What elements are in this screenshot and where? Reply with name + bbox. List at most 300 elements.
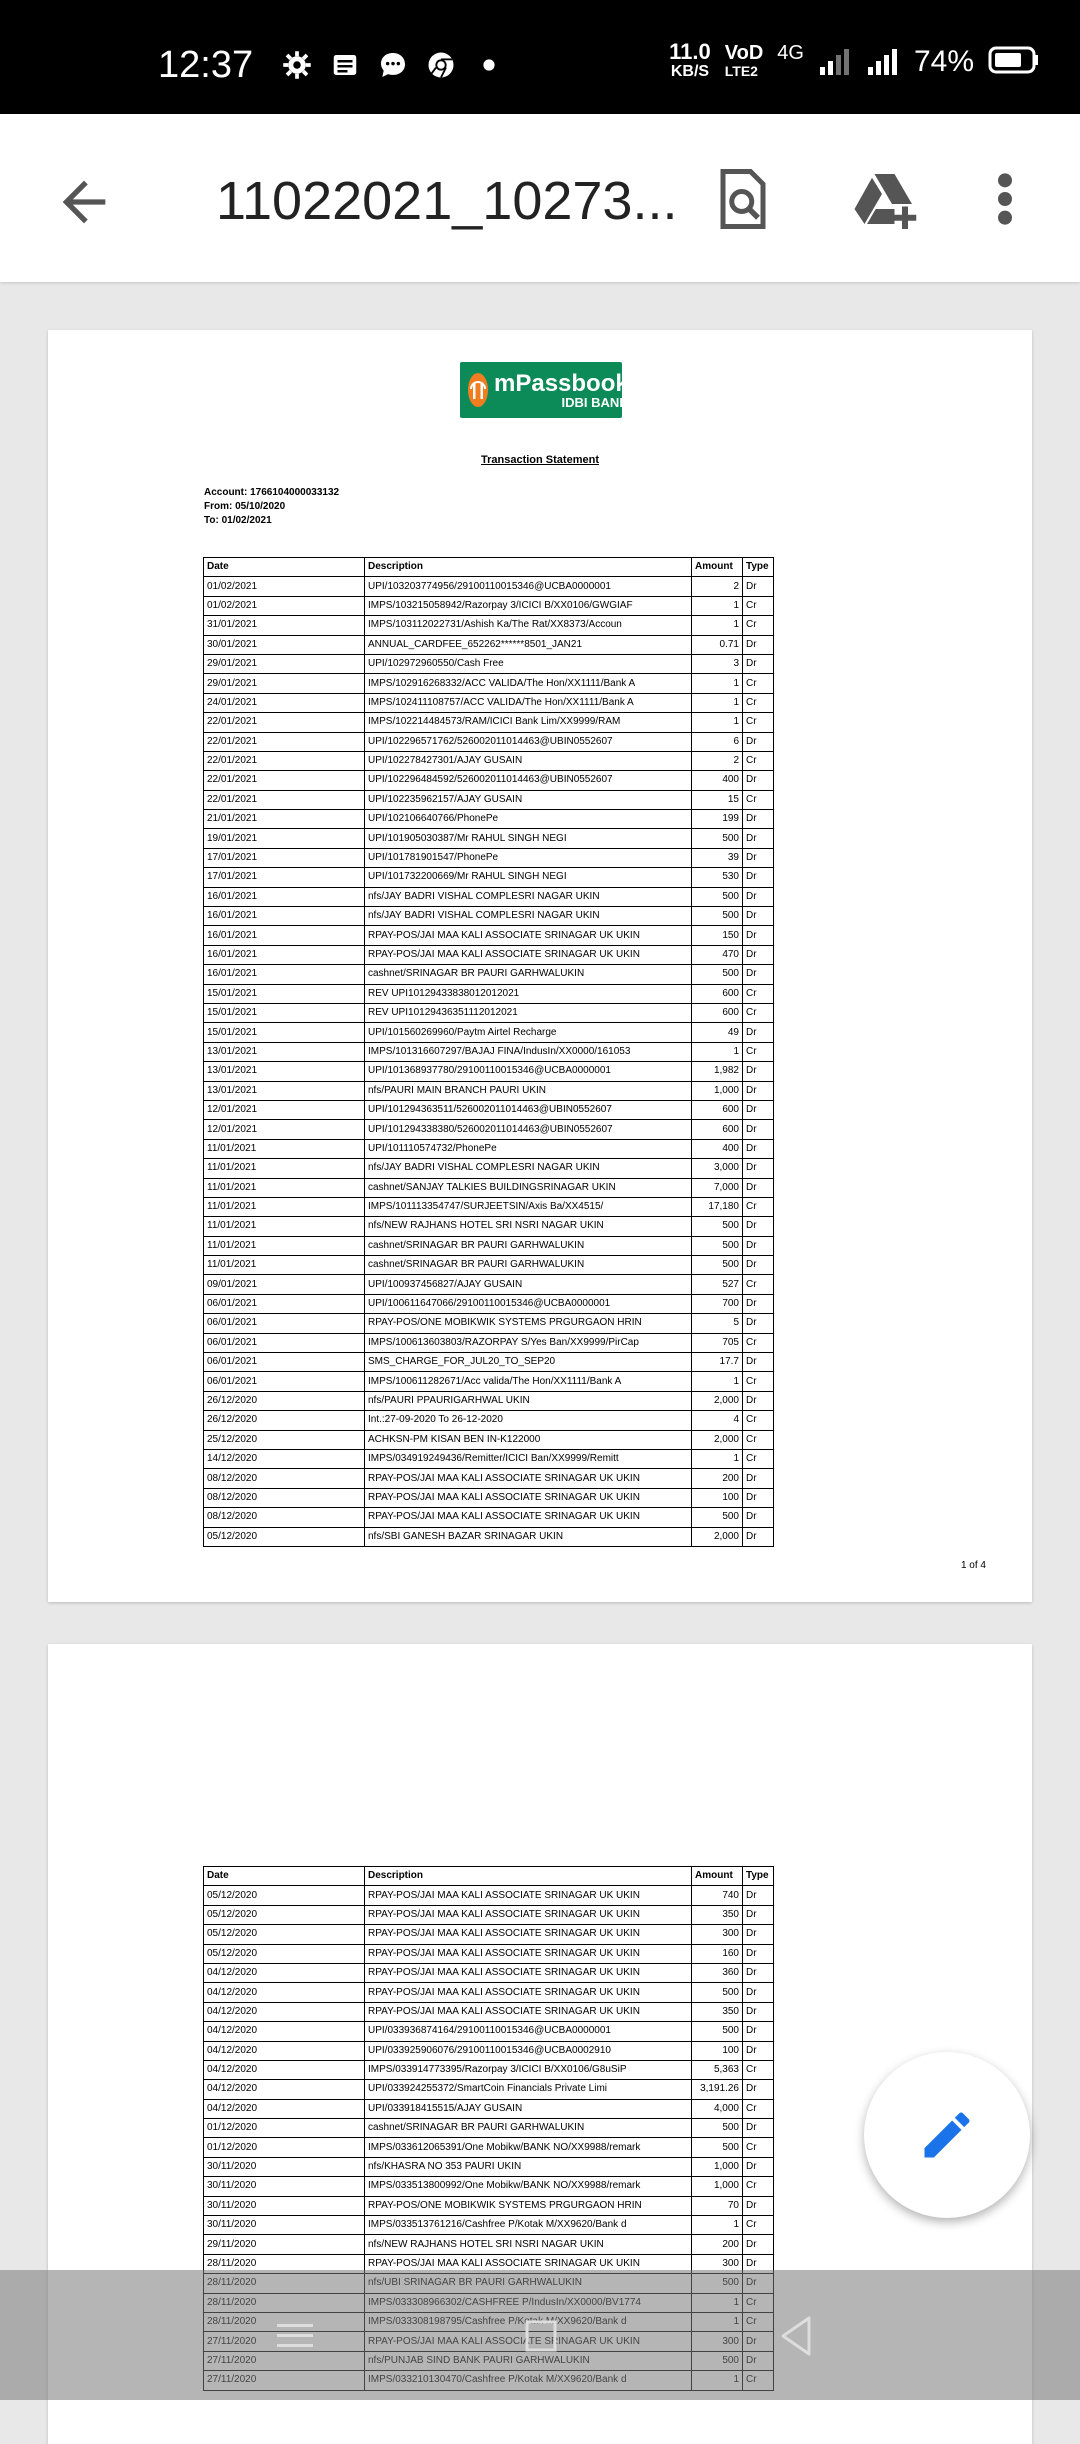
header-description: Description [365, 1867, 692, 1886]
cell-description: RPAY-POS/JAI MAA KALI ASSOCIATE SRINAGAR UK UKIN [365, 1905, 692, 1924]
cell-description: IMPS/033612065391/One Mobikw/BANK NO/XX9988/remark [365, 2138, 692, 2157]
cell-type: Dr [743, 1062, 774, 1081]
cell-type: Cr [743, 1449, 774, 1468]
cell-date: 16/01/2021 [204, 887, 365, 906]
cell-description: UPI/101732200669/Mr RAHUL SINGH NEGI [365, 868, 692, 887]
cell-description: nfs/JAY BADRI VISHAL COMPLESRI NAGAR UKIN [365, 887, 692, 906]
cell-type: Dr [743, 2254, 774, 2273]
cell-amount: 500 [692, 2119, 743, 2138]
cell-date: 11/01/2021 [204, 1217, 365, 1236]
cell-amount: 150 [692, 926, 743, 945]
cell-type: Dr [743, 1314, 774, 1333]
cell-type: Dr [743, 2196, 774, 2215]
cell-description: IMPS/103215058942/Razorpay 3/ICICI B/XX0106/GWGIAF [365, 596, 692, 615]
cell-amount: 700 [692, 1294, 743, 1313]
cell-amount: 1 [692, 713, 743, 732]
cell-amount: 1,000 [692, 2157, 743, 2176]
cell-type: Dr [743, 732, 774, 751]
cell-amount: 17,180 [692, 1197, 743, 1216]
cell-description: cashnet/SRINAGAR BR PAURI GARHWALUKIN [365, 2119, 692, 2138]
cell-type: Cr [743, 1372, 774, 1391]
cell-description: RPAY-POS/JAI MAA KALI ASSOCIATE SRINAGAR UK UKIN [365, 1983, 692, 2002]
cell-date: 15/01/2021 [204, 1003, 365, 1022]
home-button[interactable] [496, 2298, 586, 2374]
cell-type: Cr [743, 751, 774, 770]
cell-date: 30/11/2020 [204, 2216, 365, 2235]
cell-description: UPI/103203774956/29100110015346@UCBA0000001 [365, 577, 692, 596]
table-row [204, 2177, 774, 2196]
cell-type: Cr [743, 2216, 774, 2235]
cell-description: UPI/033918415515/AJAY GUSAIN [365, 2099, 692, 2118]
cell-description: RPAY-POS/JAI MAA KALI ASSOCIATE SRINAGAR UK UKIN [365, 945, 692, 964]
table-row [204, 1449, 774, 1468]
cell-date: 04/12/2020 [204, 1983, 365, 2002]
table-row [204, 1197, 774, 1216]
cell-amount: 1 [692, 674, 743, 693]
cell-amount: 600 [692, 1100, 743, 1119]
cell-type: Cr [743, 2060, 774, 2079]
cell-description: IMPS/033513761216/Cashfree P/Kotak M/XX9620/Bank d [365, 2216, 692, 2235]
cell-type: Dr [743, 1353, 774, 1372]
table-row [204, 1120, 774, 1139]
table-row [204, 1294, 774, 1313]
idbi-logo-icon [468, 373, 488, 407]
cell-description: RPAY-POS/JAI MAA KALI ASSOCIATE SRINAGAR UK UKIN [365, 1944, 692, 1963]
cell-description: IMPS/101316607297/BAJAJ FINA/IndusIn/XX0000/161053 [365, 1042, 692, 1061]
table-row [204, 790, 774, 809]
table-row [204, 1159, 774, 1178]
table-row [204, 1256, 774, 1275]
cell-description: UPI/101905030387/Mr RAHUL SINGH NEGI [365, 829, 692, 848]
cell-amount: 500 [692, 907, 743, 926]
table-row [204, 577, 774, 596]
cell-description: cashnet/SRINAGAR BR PAURI GARHWALUKIN [365, 965, 692, 984]
pdf-page-1 [48, 330, 1032, 1602]
cell-amount: 5 [692, 1314, 743, 1333]
status-time: 12:37 [158, 44, 254, 86]
cell-description: UPI/101110574732/PhonePe [365, 1139, 692, 1158]
cell-type: Dr [743, 1159, 774, 1178]
cell-type: Dr [743, 848, 774, 867]
cell-date: 12/01/2021 [204, 1100, 365, 1119]
cell-type: Dr [743, 654, 774, 673]
cell-date: 16/01/2021 [204, 965, 365, 984]
cell-description: IMPS/100613603803/RAZORPAY S/Yes Ban/XX9999/PirCap [365, 1333, 692, 1352]
table-row [204, 829, 774, 848]
cell-amount: 400 [692, 1139, 743, 1158]
table-row [204, 1217, 774, 1236]
app-bar [0, 114, 1080, 282]
table-row [204, 1886, 774, 1905]
cell-amount: 3 [692, 654, 743, 673]
edit-fab-button[interactable] [864, 2052, 1030, 2218]
cell-amount: 500 [692, 1217, 743, 1236]
cell-amount: 500 [692, 2138, 743, 2157]
cell-description: nfs/PAURI PPAURIGARHWAL UKIN [365, 1391, 692, 1410]
cell-date: 22/01/2021 [204, 713, 365, 732]
find-in-page-icon [713, 166, 773, 232]
cell-type: Dr [743, 1023, 774, 1042]
cell-type: Dr [743, 1925, 774, 1944]
cell-amount: 100 [692, 2041, 743, 2060]
cell-amount: 500 [692, 1256, 743, 1275]
more-options-button[interactable] [980, 164, 1030, 234]
cell-date: 16/01/2021 [204, 945, 365, 964]
cell-description: UPI/102296571762/526002011014463@UBIN0552607 [365, 732, 692, 751]
cell-date: 06/01/2021 [204, 1372, 365, 1391]
cell-date: 22/01/2021 [204, 771, 365, 790]
cell-date: 04/12/2020 [204, 2002, 365, 2021]
cell-date: 11/01/2021 [204, 1197, 365, 1216]
cell-type: Dr [743, 1963, 774, 1982]
cell-description: RPAY-POS/JAI MAA KALI ASSOCIATE SRINAGAR UK UKIN [365, 1886, 692, 1905]
cell-description: Int.:27-09-2020 To 26-12-2020 [365, 1411, 692, 1430]
table-row [204, 1062, 774, 1081]
cell-description: nfs/SBI GANESH BAZAR SRINAGAR UKIN [365, 1527, 692, 1546]
cell-description: nfs/PAURI MAIN BRANCH PAURI UKIN [365, 1081, 692, 1100]
cell-date: 15/01/2021 [204, 1023, 365, 1042]
table-row [204, 1944, 774, 1963]
cell-amount: 199 [692, 810, 743, 829]
cell-type: Dr [743, 1120, 774, 1139]
cell-date: 04/12/2020 [204, 2080, 365, 2099]
cell-amount: 350 [692, 1905, 743, 1924]
recents-icon [273, 2316, 317, 2356]
chat-bubble-icon [376, 48, 410, 82]
cell-date: 06/01/2021 [204, 1353, 365, 1372]
signal-icon [866, 45, 900, 80]
cell-date: 06/01/2021 [204, 1294, 365, 1313]
cell-type: Dr [743, 810, 774, 829]
page-number: 1 of 4 [960, 1560, 986, 1571]
cell-date: 22/01/2021 [204, 790, 365, 809]
cell-type: Dr [743, 1469, 774, 1488]
cell-description: RPAY-POS/JAI MAA KALI ASSOCIATE SRINAGAR UK UKIN [365, 1925, 692, 1944]
cell-date: 09/01/2021 [204, 1275, 365, 1294]
pencil-icon [917, 2105, 977, 2165]
cell-amount: 1 [692, 2216, 743, 2235]
cell-date: 11/01/2021 [204, 1256, 365, 1275]
cell-amount: 5,363 [692, 2060, 743, 2079]
cell-amount: 2 [692, 751, 743, 770]
cell-type: Cr [743, 790, 774, 809]
transactions-table-page-1 [203, 557, 774, 1547]
cell-description: RPAY-POS/ONE MOBIKWIK SYSTEMS PRGURGAON HRIN [365, 1314, 692, 1333]
cell-type: Cr [743, 1333, 774, 1352]
cell-date: 04/12/2020 [204, 2099, 365, 2118]
cell-type: Dr [743, 907, 774, 926]
table-row [204, 945, 774, 964]
cell-date: 14/12/2020 [204, 1449, 365, 1468]
header-amount: Amount [692, 558, 743, 577]
table-row [204, 1527, 774, 1546]
cell-date: 19/01/2021 [204, 829, 365, 848]
table-row [204, 674, 774, 693]
cell-description: IMPS/034919249436/Remitter/ICICI Ban/XX9999/Remitt [365, 1449, 692, 1468]
cell-type: Dr [743, 771, 774, 790]
cell-type: Cr [743, 1042, 774, 1061]
table-row [204, 1100, 774, 1119]
header-amount: Amount [692, 1867, 743, 1886]
table-row [204, 771, 774, 790]
recents-button[interactable] [250, 2298, 340, 2374]
table-row [204, 2041, 774, 2060]
cell-date: 25/12/2020 [204, 1430, 365, 1449]
table-row [204, 2022, 774, 2041]
to-date: To: 01/02/2021 [204, 515, 272, 526]
cell-date: 05/12/2020 [204, 1527, 365, 1546]
cell-description: UPI/102972960550/Cash Free [365, 654, 692, 673]
cell-date: 05/12/2020 [204, 1905, 365, 1924]
table-row [204, 2099, 774, 2118]
cell-date: 12/01/2021 [204, 1120, 365, 1139]
cell-amount: 1,000 [692, 1081, 743, 1100]
cell-amount: 39 [692, 848, 743, 867]
header-type: Type [743, 1867, 774, 1886]
cell-description: UPI/101294363511/526002011014463@UBIN0552607 [365, 1100, 692, 1119]
status-bar [0, 0, 1080, 114]
table-row [204, 713, 774, 732]
table-row [204, 654, 774, 673]
cell-date: 29/01/2021 [204, 674, 365, 693]
net-speed-value: 11.0 [669, 39, 711, 64]
cell-description: RPAY-POS/ONE MOBIKWIK SYSTEMS PRGURGAON HRIN [365, 2196, 692, 2215]
table-row [204, 1139, 774, 1158]
account-number: Account: 1766104000033132 [204, 487, 340, 498]
drive-add-icon [852, 169, 922, 229]
table-row [204, 868, 774, 887]
cell-type: Dr [743, 1391, 774, 1410]
cell-description: IMPS/102214484573/RAM/ICICI Bank Lim/XX9999/RAM [365, 713, 692, 732]
table-row [204, 907, 774, 926]
cell-date: 01/12/2020 [204, 2119, 365, 2138]
battery-percent: 74% [913, 45, 974, 78]
cell-type: Dr [743, 1886, 774, 1905]
cell-description: REV UPI10129433838012012021 [365, 984, 692, 1003]
table-row [204, 1042, 774, 1061]
cell-amount: 350 [692, 2002, 743, 2021]
cell-type: Cr [743, 713, 774, 732]
cell-date: 06/01/2021 [204, 1314, 365, 1333]
cell-date: 11/01/2021 [204, 1178, 365, 1197]
cell-type: Dr [743, 2119, 774, 2138]
header-date: Date [204, 1867, 365, 1886]
cell-description: IMPS/033914773395/Razorpay 3/ICICI B/XX0106/G8uSiP [365, 2060, 692, 2079]
cell-date: 11/01/2021 [204, 1236, 365, 1255]
table-row [204, 1275, 774, 1294]
table-row [204, 1353, 774, 1372]
cell-type: Cr [743, 1197, 774, 1216]
table-row [204, 1963, 774, 1982]
cell-type: Dr [743, 1256, 774, 1275]
cell-amount: 1 [692, 616, 743, 635]
table-row [204, 1178, 774, 1197]
cell-amount: 2,000 [692, 1527, 743, 1546]
cell-amount: 6 [692, 732, 743, 751]
back-arrow-icon [52, 170, 116, 234]
net-speed [669, 39, 711, 82]
table-row [204, 1023, 774, 1042]
cell-amount: 300 [692, 1925, 743, 1944]
cell-description: UPI/102296484592/526002011014463@UBIN0552607 [365, 771, 692, 790]
cell-type: Dr [743, 1139, 774, 1158]
cell-type: Dr [743, 1178, 774, 1197]
cell-type: Dr [743, 2022, 774, 2041]
table-row [204, 1925, 774, 1944]
cell-date: 30/11/2020 [204, 2157, 365, 2176]
cell-date: 24/01/2021 [204, 693, 365, 712]
cell-type: Dr [743, 1236, 774, 1255]
volte-indicator [725, 44, 764, 80]
cell-date: 30/11/2020 [204, 2196, 365, 2215]
cell-type: Cr [743, 1003, 774, 1022]
from-date: From: 05/10/2020 [204, 501, 286, 512]
cell-type: Cr [743, 674, 774, 693]
cell-type: Cr [743, 984, 774, 1003]
cell-amount: 200 [692, 1469, 743, 1488]
cell-amount: 4,000 [692, 2099, 743, 2118]
table-row [204, 635, 774, 654]
cell-type: Dr [743, 635, 774, 654]
table-row [204, 2235, 774, 2254]
cell-description: IMPS/101113354747/SURJEETSIN/Axis Ba/XX4515/ [365, 1197, 692, 1216]
cell-type: Dr [743, 1508, 774, 1527]
cell-amount: 500 [692, 1508, 743, 1527]
cell-description: IMPS/100611282671/Acc valida/The Hon/XX1111/Bank A [365, 1372, 692, 1391]
table-row [204, 1411, 774, 1430]
table-row [204, 1081, 774, 1100]
cell-type: Dr [743, 1081, 774, 1100]
cell-description: cashnet/SANJAY TALKIES BUILDINGSRINAGAR UKIN [365, 1178, 692, 1197]
table-row [204, 965, 774, 984]
table-row [204, 926, 774, 945]
cell-date: 08/12/2020 [204, 1469, 365, 1488]
cell-type: Dr [743, 1100, 774, 1119]
cell-description: IMPS/102916268332/ACC VALIDA/The Hon/XX1111/Bank A [365, 674, 692, 693]
cell-amount: 3,191.26 [692, 2080, 743, 2099]
cell-description: UPI/102235962157/AJAY GUSAIN [365, 790, 692, 809]
cell-date: 22/01/2021 [204, 751, 365, 770]
table-row [204, 1488, 774, 1507]
back-nav-button[interactable] [752, 2298, 842, 2374]
logo-sub-text: IDBI BANK [561, 394, 629, 410]
cell-description: nfs/NEW RAJHANS HOTEL SRI NSRI NAGAR UKIN [365, 2235, 692, 2254]
cell-description: UPI/101368937780/29100110015346@UCBA0000001 [365, 1062, 692, 1081]
cell-amount: 17.7 [692, 1353, 743, 1372]
table-row [204, 1236, 774, 1255]
cell-amount: 15 [692, 790, 743, 809]
table-row [204, 2080, 774, 2099]
cell-description: cashnet/SRINAGAR BR PAURI GARHWALUKIN [365, 1236, 692, 1255]
cell-amount: 500 [692, 965, 743, 984]
cell-date: 21/01/2021 [204, 810, 365, 829]
cell-description: UPI/101560269960/Paytm Airtel Recharge [365, 1023, 692, 1042]
table-header-row [204, 1867, 774, 1886]
volte-bottom: LTE2 [724, 63, 758, 79]
cell-date: 17/01/2021 [204, 848, 365, 867]
cell-type: Dr [743, 829, 774, 848]
cell-type: Dr [743, 1944, 774, 1963]
add-to-drive-button[interactable] [852, 164, 922, 234]
cell-type: Cr [743, 2099, 774, 2118]
cell-type: Dr [743, 887, 774, 906]
cell-amount: 500 [692, 829, 743, 848]
cell-date: 08/12/2020 [204, 1508, 365, 1527]
cell-description: RPAY-POS/JAI MAA KALI ASSOCIATE SRINAGAR UK UKIN [365, 1488, 692, 1507]
table-row [204, 1469, 774, 1488]
back-button[interactable] [52, 170, 116, 234]
cell-date: 17/01/2021 [204, 868, 365, 887]
cell-date: 15/01/2021 [204, 984, 365, 1003]
cell-type: Cr [743, 1275, 774, 1294]
cell-type: Cr [743, 693, 774, 712]
table-row [204, 616, 774, 635]
cell-date: 13/01/2021 [204, 1062, 365, 1081]
notification-dot-icon [472, 48, 506, 82]
volte-top: VoD [724, 42, 764, 64]
network-type: 4G [777, 42, 804, 64]
logo-main-text: mPassbook [494, 369, 629, 397]
cell-amount: 1,982 [692, 1062, 743, 1081]
table-row [204, 693, 774, 712]
cell-date: 26/12/2020 [204, 1391, 365, 1410]
cell-date: 01/02/2021 [204, 596, 365, 615]
cell-amount: 300 [692, 2254, 743, 2273]
cell-description: RPAY-POS/JAI MAA KALI ASSOCIATE SRINAGAR UK UKIN [365, 2002, 692, 2021]
cell-amount: 1 [692, 1372, 743, 1391]
cell-amount: 400 [692, 771, 743, 790]
cell-type: Dr [743, 2041, 774, 2060]
cell-description: SMS_CHARGE_FOR_JUL20_TO_SEP20 [365, 1353, 692, 1372]
cell-description: UPI/101781901547/PhonePe [365, 848, 692, 867]
table-row [204, 1508, 774, 1527]
cell-amount: 527 [692, 1275, 743, 1294]
net-speed-unit: KB/S [670, 63, 710, 80]
cell-description: UPI/102278427301/AJAY GUSAIN [365, 751, 692, 770]
cell-amount: 2 [692, 577, 743, 596]
battery-icon [988, 45, 1040, 80]
cell-amount: 70 [692, 2196, 743, 2215]
cell-amount: 4 [692, 1411, 743, 1430]
find-in-page-button[interactable] [708, 164, 778, 234]
cell-amount: 1 [692, 1449, 743, 1468]
cell-description: nfs/JAY BADRI VISHAL COMPLESRI NAGAR UKIN [365, 907, 692, 926]
table-row [204, 1333, 774, 1352]
mpassbook-logo [460, 362, 629, 418]
cell-amount: 705 [692, 1333, 743, 1352]
cell-description: IMPS/102411108757/ACC VALIDA/The Hon/XX1111/Bank A [365, 693, 692, 712]
cell-description: cashnet/SRINAGAR BR PAURI GARHWALUKIN [365, 1256, 692, 1275]
cell-amount: 500 [692, 1983, 743, 2002]
cell-date: 30/11/2020 [204, 2177, 365, 2196]
cell-description: RPAY-POS/JAI MAA KALI ASSOCIATE SRINAGAR UK UKIN [365, 2254, 692, 2273]
table-row [204, 2138, 774, 2157]
table-row [204, 2157, 774, 2176]
gear-icon [280, 48, 314, 82]
table-row [204, 848, 774, 867]
statement-heading: Transaction Statement [481, 454, 599, 466]
cell-description: nfs/KHASRA NO 353 PAURI UKIN [365, 2157, 692, 2176]
cell-type: Dr [743, 2080, 774, 2099]
cell-date: 16/01/2021 [204, 926, 365, 945]
cell-description: ANNUAL_CARDFEE_652262******8501_JAN21 [365, 635, 692, 654]
cell-date: 01/12/2020 [204, 2138, 365, 2157]
cell-type: Dr [743, 1217, 774, 1236]
cell-description: RPAY-POS/JAI MAA KALI ASSOCIATE SRINAGAR UK UKIN [365, 1469, 692, 1488]
cell-type: Cr [743, 596, 774, 615]
cell-date: 05/12/2020 [204, 1886, 365, 1905]
table-row [204, 2216, 774, 2235]
